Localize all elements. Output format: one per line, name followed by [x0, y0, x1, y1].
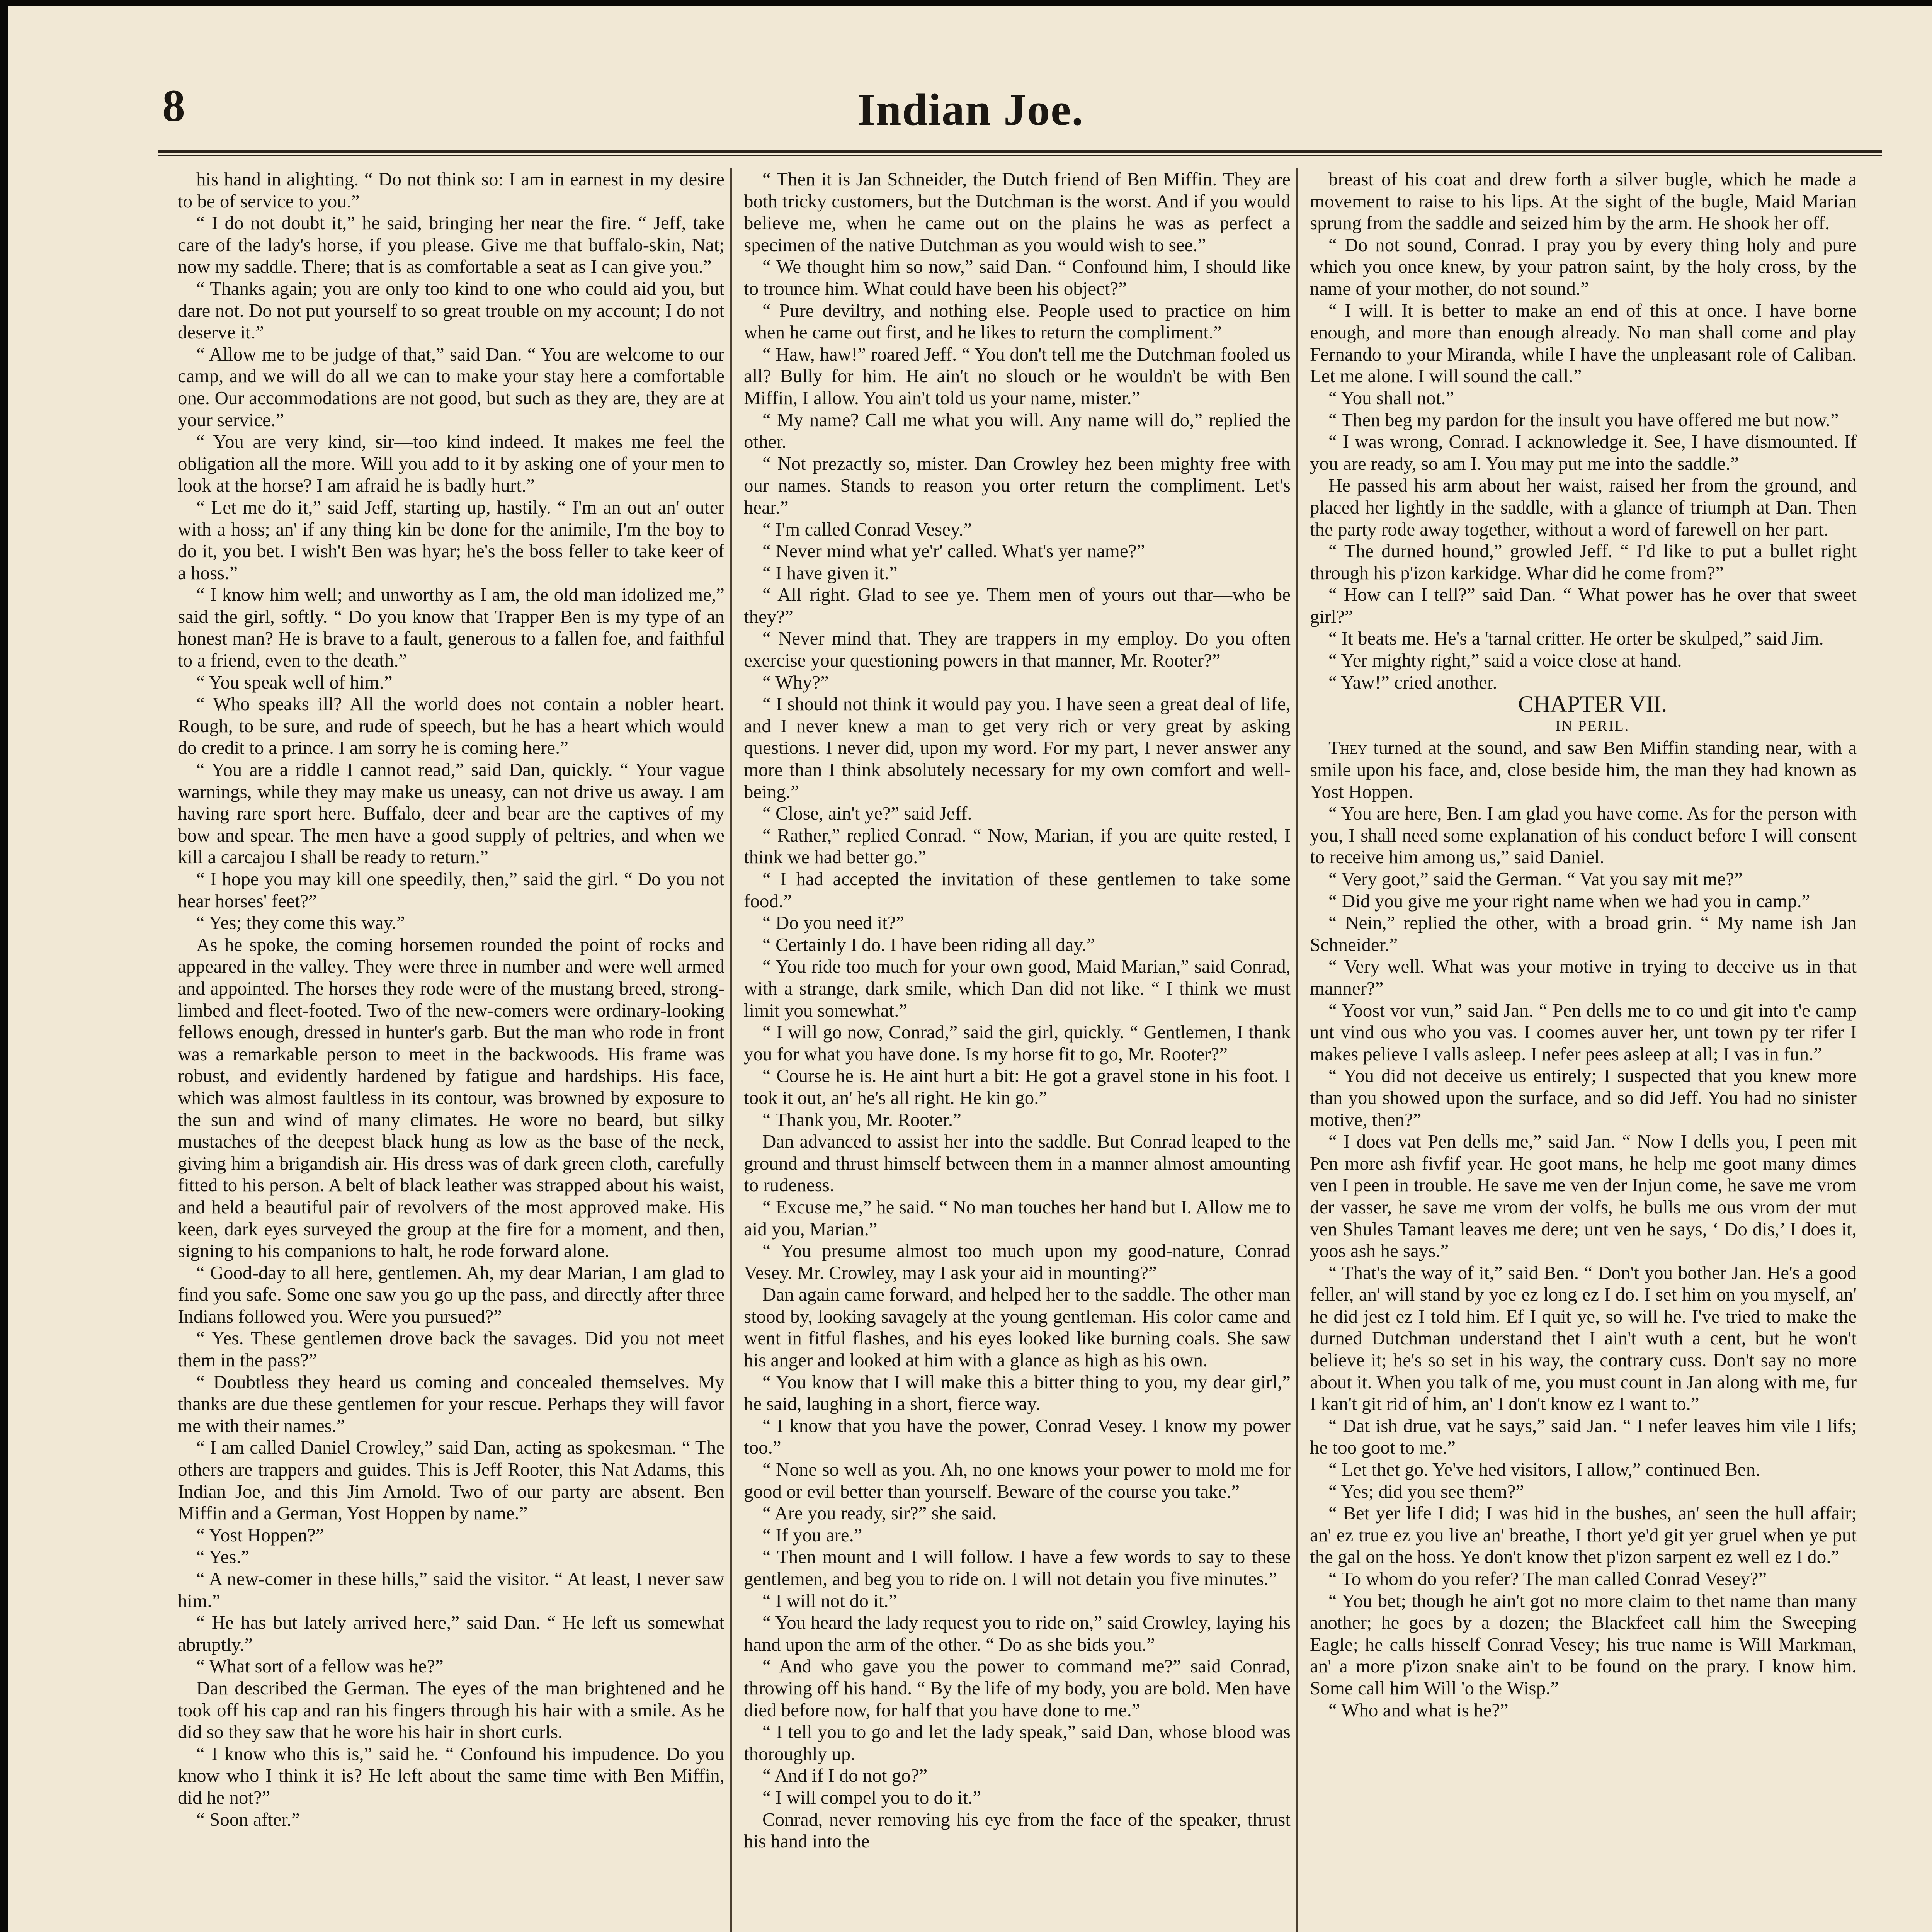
scan-border-top — [0, 0, 1932, 6]
paragraph: “ What sort of a fellow was he?” — [196, 1655, 444, 1677]
paragraph: “ That's the way of it,” said Ben. “ Don't you bother Jan. He's a good feller, an' will stand by yoe ez long ez I do. I set him on you myself, an' he did jest ez I told him. Ef I quit ye, so will he. I've tried to make the durned Dutchman understand thet I ain't wuth a cent, but he won't believe it; he's so set in his way, the contrary cuss. Don't say no more about it. When you talk of me, you must count in Jan along with me, fur I kan't git rid of him, an' I don't know ez I want to.” — [1310, 1262, 1857, 1415]
paragraph: “ Do you need it?” — [762, 912, 905, 934]
paragraph: “ Then it is Jan Schneider, the Dutch friend of Ben Miffin. They are both tricky customers, but the Dutchman is the worst. And if you would believe me, when he came out on the plains he was as perfect a specimen of the native Dutchman as you would wish to see.” — [744, 168, 1291, 255]
paragraph: “ I tell you to go and let the lady speak,” said Dan, whose blood was thoroughly up. — [744, 1721, 1291, 1764]
header-rule-thin — [158, 155, 1882, 156]
paragraph: “ I will compel you to do it.” — [762, 1786, 981, 1808]
paragraph: “ If you are.” — [762, 1524, 862, 1546]
chapter-subtitle: IN PERIL. — [1555, 718, 1630, 734]
paragraph: “ Nein,” replied the other, with a broad grin. “ My name ish Jan Schneider.” — [1310, 912, 1857, 955]
paragraph: “ Yoost vor vun,” said Jan. “ Pen dells me to co und git into t'e camp unt vind ous who you vas. I coomes auver her, unt town py ter rifer I makes pelieve I valls asleep. I nefer pees asleep at all; I vas in fun.” — [1310, 999, 1857, 1065]
paragraph: As he spoke, the coming horsemen rounded the point of rocks and appeared in the valley. They were three in number and were well armed and appointed. The horses they rode were of the mustang breed, strong-limbed and fleet-footed. Two of the new-comers were ordinary-looking fellows enough, dressed in hunter's garb. But the man who rode in front was a remarkable person to meet in the backwoods. His frame was robust, and evidently hardened by fatigue and hardships. His face, which was almost faultless in its contour, was browned by exposure to the sun and wind of many climates. He wore no beard, but silky mustaches of the deepest black hung as low as the base of the neck, giving him a brigandish air. His dress was of dark green cloth, carefully fitted to his person. A belt of black leather was strapped about his waist, and held a beautiful pair of revolvers of the most approved make. His keen, dark eyes surveyed the group at the fire for a moment, and then, signing to his companions to halt, he rode forward alone. — [178, 934, 724, 1262]
header-rule — [158, 150, 1882, 153]
paragraph: “ I does vat Pen dells me,” said Jan. “ Now I dells you, I peen mit Pen more ash fivfif year. He goot mans, he help me goot many dimes ven I peen in trouble. He save me ven der Injun come, he save me vrom der vasser, he save me vrom der volfs, he bulls me ous vrom der mut ven Shules Tamant leaves me dere; unt ven he says, ‘ Do dis,’ I does it, yoos ash he says.” — [1310, 1131, 1857, 1262]
paragraph: breast of his coat and drew forth a silver bugle, which he made a movement to raise to his lips. At the sight of the bugle, Maid Marian sprung from the saddle and seized him by the arm. He shook her off. — [1310, 168, 1857, 234]
paragraph: “ To whom do you refer? The man called Conrad Vesey?” — [1328, 1568, 1767, 1589]
paragraph: “ He has but lately arrived here,” said Dan. “ He left us somewhat abruptly.” — [178, 1612, 724, 1655]
paragraph: “ Yes. These gentlemen drove back the savages. Did you not meet them in the pass?” — [178, 1327, 724, 1371]
chapter-opening-text: turned at the sound, and saw Ben Miffin standing near, with a smile upon his face, and, close beside him, the man they had known as Yost Hoppen. — [1310, 737, 1857, 802]
page-header — [8, 6, 1932, 176]
paragraph: “ And who gave you the power to command me?” said Conrad, throwing off his hand. “ By the life of my body, you are bold. Men have died before now, for half that you have done to me.” — [744, 1655, 1291, 1721]
paragraph: “ Do not sound, Conrad. I pray you by every thing holy and pure which you once knew, by your patron saint, by the holy cross, by the name of your mother, do not sound.” — [1310, 234, 1857, 299]
paragraph: “ I'm called Conrad Vesey.” — [762, 518, 972, 540]
paragraph: “ Never mind what ye'r' called. What's yer name?” — [762, 540, 1145, 562]
paragraph: “ I am called Daniel Crowley,” said Dan, acting as spokesman. “ The others are trappers and guides. This is Jeff Rooter, this Nat Adams, this Indian Joe, and this Jim Arnold. Two of our party are absent. Ben Miffin and a German, Yost Hoppen by name.” — [178, 1437, 724, 1524]
paragraph: “ I will go now, Conrad,” said the girl, quickly. “ Gentlemen, I thank you for what you have done. Is my horse fit to go, Mr. Rooter?” — [744, 1021, 1291, 1065]
paragraph: “ You are very kind, sir—too kind indeed. It makes me feel the obligation all the more. Will you add to it by asking one of your men to look at the horse? I am afraid he is badly hurt.” — [178, 431, 724, 496]
paragraph: “ All right. Glad to see ye. Them men of yours out thar—who be they?” — [744, 584, 1291, 627]
paragraph: “ Yes; they come this way.” — [196, 912, 405, 934]
paragraph: “ Certainly I do. I have been riding all day.” — [762, 934, 1095, 955]
running-title: Indian Joe. — [857, 84, 1084, 135]
paragraph: “ I have given it.” — [762, 562, 898, 583]
paragraph: “ Never mind that. They are trappers in my employ. Do you often exercise your questioning powers in that manner, Mr. Rooter?” — [744, 628, 1291, 671]
paragraph: his hand in alighting. “ Do not think so: I am in earnest in my desire to be of service to you.” — [178, 168, 724, 212]
paragraph: “ How can I tell?” said Dan. “ What power has he over that sweet girl?” — [1310, 584, 1857, 627]
paragraph: “ Yaw!” cried another. — [1328, 671, 1497, 693]
paragraph: “ Doubtless they heard us coming and concealed themselves. My thanks are due these gentlemen for your rescue. Perhaps they will favor me with their names.” — [178, 1371, 724, 1436]
paragraph: “ Let me do it,” said Jeff, starting up, hastily. “ I'm an out an' outer with a hoss; an' if any thing kin be done for the animile, I'm the boy to do it, you bet. I wish't Ben was hyar; he's the boss feller to take keer of a hoss.” — [178, 496, 724, 583]
paragraph: “ I will not do it.” — [762, 1590, 897, 1611]
paragraph: “ Close, ain't ye?” said Jeff. — [762, 803, 972, 824]
paragraph: “ The durned hound,” growled Jeff. “ I'd like to put a bullet right through his p'izon karkidge. Whar did he come from?” — [1310, 540, 1857, 583]
paragraph: “ I know who this is,” said he. “ Confound his impudence. Do you know who I think it is? He left about the same time with Ben Miffin, did he not?” — [178, 1743, 724, 1808]
paragraph: “ And if I do not go?” — [762, 1765, 928, 1786]
paragraph: “ Then mount and I will follow. I have a few words to say to these gentlemen, and beg you to ride on. I will not detain you five minutes.” — [744, 1546, 1291, 1589]
paragraph: “ I know him well; and unworthy as I am, the old man idolized me,” said the girl, softly. “ Do you know that Trapper Ben is my type of an honest man? He is brave to a fault, generous to a fallen foe, and faithful to a friend, even to the death.” — [178, 584, 724, 671]
paragraph: “ Haw, haw!” roared Jeff. “ You don't tell me the Dutchman fooled us all? Bully for him. He ain't no slouch or he wouldn't be with Ben Miffin, I allow. You ain't told us your name, mister.” — [744, 343, 1291, 408]
page-sheet — [8, 6, 1932, 1932]
column-divider-1 — [730, 168, 732, 1932]
paragraph: “ I was wrong, Conrad. I acknowledge it. See, I have dismounted. If you are ready, so am I. You may put me into the saddle.” — [1310, 431, 1857, 474]
text-column-1 — [178, 168, 724, 1932]
paragraph: “ You bet; though he ain't got no more claim to thet name than many another; he goes by a dozen; the Blackfeet call him the Sweeping Eagle; he calls hisself Conrad Vesey; his true name is Will Markman, an' a more p'izon snake ain't to be found on the prary. I know him. Some call him Will 'o the Wisp.” — [1310, 1590, 1857, 1699]
paragraph: “ You ride too much for your own good, Maid Marian,” said Conrad, with a strange, dark smile, which Dan did not like. “ I think we must limit you somewhat.” — [744, 956, 1291, 1021]
paragraph: “ You speak well of him.” — [196, 671, 393, 693]
paragraph: “ Yer mighty right,” said a voice close at hand. — [1328, 650, 1682, 671]
text-column-2 — [744, 168, 1291, 1932]
paragraph: “ Thanks again; you are only too kind to one who could aid you, but dare not. Do not put yourself to so great trouble on my account; I do not deserve it.” — [178, 277, 724, 343]
paragraph: “ You presume almost too much upon my good-nature, Conrad Vesey. Mr. Crowley, may I ask your aid in mounting?” — [744, 1240, 1291, 1283]
paragraph: “ You are here, Ben. I am glad you have come. As for the person with you, I shall need some explanation of his conduct before I will consent to receive him among us,” said Daniel. — [1310, 803, 1857, 868]
page-number: 8 — [162, 80, 185, 131]
paragraph: “ It beats me. He's a 'tarnal critter. He orter be skulped,” said Jim. — [1328, 628, 1824, 649]
paragraph: “ Dat ish drue, vat he says,” said Jan. “ I nefer leaves him vile I lifs; he too goot to me.” — [1310, 1415, 1857, 1458]
paragraph: Dan again came forward, and helped her to the saddle. The other man stood by, looking savagely at the young gentleman. His color came and went in fitful flashes, and his eyes looked like burning coals. She saw his anger and looked at him with a glance as high as his own. — [744, 1284, 1291, 1371]
paragraph: “ Pure deviltry, and nothing else. People used to practice on him when he came out first, and he likes to return the compliment.” — [744, 299, 1291, 343]
paragraph: “ I should not think it would pay you. I have seen a great deal of life, and I never knew a man to get very rich or very great by asking questions. I never did, upon my word. For my part, I never answer any more than I think absolutely necessary for my own comfort and well-being.” — [744, 693, 1291, 802]
paragraph: “ I do not doubt it,” he said, bringing her near the fire. “ Jeff, take care of the lady's horse, if you please. Give me that buffalo-skin, Nat; now my saddle. There; that is as comfortable a seat as I can give you.” — [178, 212, 724, 277]
paragraph: “ I will. It is better to make an end of this at once. I have borne enough, and more than enough already. No man shall come and play Fernando to your Miranda, while I have the unpleasant role of Caliban. Let me alone. I will sound the call.” — [1310, 299, 1857, 387]
paragraph: Dan advanced to assist her into the saddle. But Conrad leaped to the ground and thrust himself between them in a manner almost amounting to rudeness. — [744, 1131, 1291, 1196]
paragraph: “ Very well. What was your motive in trying to deceive us in that manner?” — [1310, 956, 1857, 999]
chapter-lead-word: They — [1328, 737, 1367, 759]
paragraph: “ Yes.” — [196, 1546, 250, 1568]
paragraph: “ You are a riddle I cannot read,” said Dan, quickly. “ Your vague warnings, while they may make us uneasy, can not drive us away. I am having rare sport here. Buffalo, deer and bear are the captives of my bow and spear. The men have a good supply of peltries, and when we kill a carcajou I shall be ready to return.” — [178, 759, 724, 868]
paragraph: “ Who and what is he?” — [1328, 1699, 1509, 1721]
paragraph: “ Who speaks ill? All the world does not contain a nobler heart. Rough, to be sure, and rude of speech, but he has a heart which would do credit to a prince. I am sorry he is coming here.” — [178, 693, 724, 759]
paragraph: “ Not prezactly so, mister. Dan Crowley hez been mighty free with our names. Stands to reason you orter return the compliment. Let's hear.” — [744, 452, 1291, 518]
chapter-title: CHAPTER VII. — [1518, 691, 1667, 717]
paragraph: “ Did you give me your right name when we had you in camp.” — [1328, 890, 1810, 912]
paragraph: “ A new-comer in these hills,” said the visitor. “ At least, I never saw him.” — [178, 1568, 724, 1611]
paragraph: Conrad, never removing his eye from the face of the speaker, thrust his hand into the — [744, 1808, 1291, 1852]
paragraph: “ Very goot,” said the German. “ Vat you say mit me?” — [1328, 868, 1743, 889]
paragraph: “ Why?” — [762, 671, 829, 693]
paragraph: “ Yost Hoppen?” — [196, 1524, 324, 1546]
paragraph: “ Soon after.” — [196, 1808, 300, 1830]
paragraph: “ We thought him so now,” said Dan. “ Confound him, I should like to trounce him. What could have been his object?” — [744, 256, 1291, 299]
paragraph: “ I had accepted the invitation of these gentlemen to take some food.” — [744, 868, 1291, 912]
paragraph: Dan described the German. The eyes of the man brightened and he took off his cap and ran his fingers through his hair with a smile. As he did so they saw that he wore his hair in short curls. — [178, 1677, 724, 1743]
paragraph: “ None so well as you. Ah, no one knows your power to mold me for good or evil better than yourself. Beware of the course you take.” — [744, 1459, 1291, 1502]
paragraph: “ Thank you, Mr. Rooter.” — [762, 1109, 961, 1130]
paragraph: “ You heard the lady request you to ride on,” said Crowley, laying his hand upon the arm of the other. “ Do as she bids you.” — [744, 1612, 1291, 1655]
paragraph: “ Are you ready, sir?” she said. — [762, 1502, 997, 1524]
paragraph: “ Then beg my pardon for the insult you have offered me but now.” — [1328, 409, 1839, 430]
paragraph: “ Allow me to be judge of that,” said Dan. “ You are welcome to our camp, and we will do all we can to make your stay here a comfortable one. Our accommodations are not good, but such as they are, they are at your service.” — [178, 343, 724, 430]
paragraph: He passed his arm about her waist, raised her from the ground, and placed her lightly in the saddle, with a glance of triumph at Dan. Then the party rode away together, without a word of farewell on her part. — [1310, 474, 1857, 540]
paragraph: “ Yes; did you see them?” — [1328, 1480, 1524, 1502]
paragraph: “ I know that you have the power, Conrad Vesey. I know my power too.” — [744, 1415, 1291, 1458]
paragraph: “ You shall not.” — [1328, 387, 1454, 408]
paragraph: “ You did not deceive us entirely; I suspected that you knew more than you showed upon the surface, and so did Jeff. You had no sinister motive, then?” — [1310, 1065, 1857, 1130]
paragraph: “ My name? Call me what you will. Any name will do,” replied the other. — [744, 409, 1291, 452]
paragraph: “ I hope you may kill one speedily, then,” said the girl. “ Do you not hear horses' feet?” — [178, 868, 724, 912]
paragraph: “ Course he is. He aint hurt a bit: He got a gravel stone in his foot. I took it out, an' he's all right. He kin go.” — [744, 1065, 1291, 1108]
column-divider-2 — [1296, 168, 1298, 1932]
paragraph: “ Good-day to all here, gentlemen. Ah, my dear Marian, I am glad to find you safe. Some one saw you go up the pass, and directly after three Indians followed you. Were you pursued?” — [178, 1262, 724, 1327]
column-3-chapter-paragraphs — [1310, 803, 1857, 1721]
paragraph: “ Let thet go. Ye've hed visitors, I allow,” continued Ben. — [1328, 1459, 1760, 1480]
scan-border-left — [0, 0, 8, 1932]
paragraph: “ You know that I will make this a bitter thing to you, my dear girl,” he said, laughing in a short, fierce way. — [744, 1371, 1291, 1415]
chapter-opening-paragraph — [1310, 737, 1857, 803]
column-3-paragraphs — [1310, 168, 1857, 693]
paragraph: “ Excuse me,” he said. “ No man touches her hand but I. Allow me to aid you, Marian.” — [744, 1196, 1291, 1240]
text-column-3 — [1310, 168, 1857, 1932]
paragraph: “ Bet yer life I did; I was hid in the bushes, an' seen the hull affair; an' ez true ez you live an' breathe, I thort ye'd git yer gruel when ye put the gal on the hoss. Ye don't know thet p'izon sarpent ez well ez I do.” — [1310, 1502, 1857, 1568]
paragraph: “ Rather,” replied Conrad. “ Now, Marian, if you are quite rested, I think we had better go.” — [744, 824, 1291, 868]
